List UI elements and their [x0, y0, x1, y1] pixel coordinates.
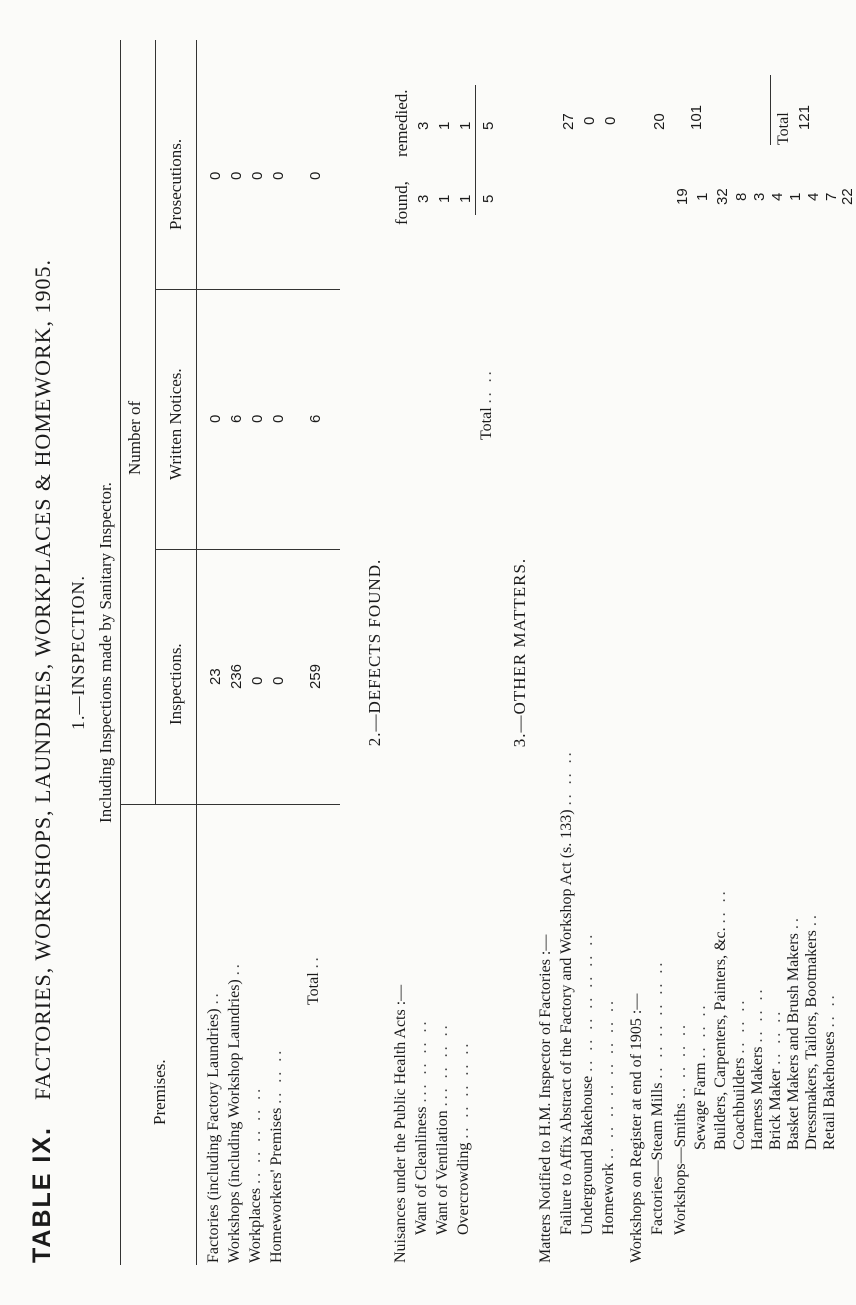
col-inspections: Inspections.: [166, 643, 185, 725]
inspections-value: 0: [249, 676, 266, 685]
inspections-total: 259: [307, 663, 324, 689]
inspections-value: 23: [207, 668, 224, 685]
other-value: 0: [602, 116, 619, 125]
notices-value: 0: [270, 414, 287, 423]
row-label: Coachbuilders: [731, 1057, 748, 1150]
section1-subheading: Including Inspections made by Sanitary Inspector.: [96, 482, 115, 823]
rule: [120, 40, 121, 1265]
inspections-value: 0: [270, 676, 287, 685]
section2-heading: 2.—DEFECTS FOUND.: [365, 558, 384, 747]
workshop-value: 22: [839, 188, 856, 205]
defect-row: Want of Cleanliness ... .. .. ..: [413, 1018, 430, 1235]
row-label: Retail Bakehouses: [821, 1031, 838, 1150]
workshop-value: 1: [787, 192, 804, 201]
table-row-homeworkers: Homeworkers' Premises .. .. ..: [268, 1047, 285, 1263]
row-label: Basket Makers and Brush Makers: [785, 933, 802, 1150]
notices-value: 0: [249, 414, 266, 423]
workshop-row: Workshops—Smiths .. .. .. ..: [672, 1021, 689, 1235]
remedied-value: 1: [457, 121, 474, 130]
col-found: found,: [392, 181, 411, 225]
nuisances-intro: Nuisances under the Public Health Acts :—: [392, 984, 409, 1263]
workshop-row: Sewage Farm .. .. ..: [692, 1002, 709, 1150]
rule: [155, 549, 340, 550]
found-value: 1: [457, 194, 474, 203]
workshop-value: 4: [769, 192, 786, 201]
row-label: Workshops (including Workshop Laundries): [226, 979, 243, 1263]
prosecutions-value: 0: [270, 171, 287, 180]
workshop-value: 32: [714, 188, 731, 205]
rule: [196, 40, 197, 1265]
row-label: Want of Ventilation: [434, 1110, 451, 1235]
row-label: Harness Makers: [749, 1046, 766, 1150]
table-row-workplaces: Workplaces .. .. .. .. ..: [247, 1085, 264, 1263]
row-label: Dressmakers, Tailors, Bootmakers: [803, 930, 820, 1150]
other-row: Homework .. .. .. .. .. .. .. ..: [600, 998, 617, 1235]
defect-row: Overcrowding .. .. .. .. ..: [455, 1040, 472, 1235]
workshop-value: 19: [674, 188, 691, 205]
workshop-value: 1: [694, 192, 711, 201]
title-heading: FACTORIES, WORKSHOPS, LAUNDRIES, WORKPLACES & HOMEWORK, 1905.: [30, 258, 55, 1101]
row-label: Builders, Carpenters, Painters, &c.: [712, 927, 729, 1150]
page-title: [28, 0, 57, 1305]
defect-total: Total .. ..: [478, 368, 495, 440]
row-label: Homeworkers' Premises: [268, 1107, 285, 1263]
found-value: 3: [415, 194, 432, 203]
grand-total-label: Total: [775, 112, 792, 145]
other-value: 0: [581, 116, 598, 125]
found-total: 5: [480, 194, 497, 203]
table-row-total: Total ..: [305, 954, 322, 1005]
notices-value: 0: [207, 414, 224, 423]
remedied-value: 3: [415, 121, 432, 130]
rule: [120, 804, 340, 805]
grand-total-value: 121: [796, 104, 813, 130]
rule: [770, 75, 771, 145]
factories-value: 20: [651, 113, 668, 130]
notices-value: 6: [228, 414, 245, 423]
workshop-row: Dressmakers, Tailors, Bootmakers ..: [803, 912, 820, 1150]
prosecutions-value: 0: [207, 171, 224, 180]
workshop-row: Retail Bakehouses .. ..: [821, 992, 838, 1150]
other-row: Underground Bakehouse .. .. .. .. .. .. ..: [579, 931, 596, 1235]
col-remedied: remedied.: [392, 89, 411, 157]
inspections-value: 236: [228, 663, 245, 689]
row-label: Want of Cleanliness: [413, 1106, 430, 1235]
row-label: Total: [478, 407, 495, 440]
row-label: Workplaces: [247, 1187, 264, 1263]
row-label: Factories (including Factory Laundries): [205, 1008, 222, 1263]
row-label: Underground Bakehouse: [579, 1075, 596, 1235]
other-row: Failure to Affix Abstract of the Factory and Workshop Act (s. 133) .. .. ..: [558, 749, 575, 1235]
prosecutions-total: 0: [307, 171, 324, 180]
row-label: Factories—Steam Mills: [649, 1082, 666, 1235]
workshop-row: Brick Maker .. .. ..: [767, 1008, 784, 1150]
found-value: 1: [436, 194, 453, 203]
workshop-value: 3: [751, 192, 768, 201]
workshop-value: 8: [733, 192, 750, 201]
workshop-row: Builders, Carpenters, Painters, &c. .. ..: [712, 888, 729, 1150]
defect-row: Want of Ventilation ... .. .. ..: [434, 1022, 451, 1235]
prosecutions-value: 0: [228, 171, 245, 180]
register-intro: Workshops on Register at end of 1905 :—: [628, 993, 645, 1263]
factories-row: Factories—Steam Mills .. .. .. .. .. ..: [649, 959, 666, 1235]
row-label: Overcrowding: [455, 1142, 472, 1235]
other-value: 27: [560, 113, 577, 130]
rule: [475, 85, 476, 215]
row-label: Workshops—Smiths: [672, 1102, 689, 1235]
row-label: Failure to Affix Abstract of the Factory and Workshop Act (s. 133): [558, 809, 575, 1235]
col-prosecutions: Prosecutions.: [166, 138, 185, 230]
matters-intro: Matters Notified to H.M. Inspector of Factories :—: [537, 934, 554, 1263]
row-label: Sewage Farm: [692, 1062, 709, 1150]
col-premises: Premises.: [150, 1059, 169, 1125]
prosecutions-value: 0: [249, 171, 266, 180]
section3-heading: 3.—OTHER MATTERS.: [510, 557, 529, 748]
rule: [155, 40, 156, 805]
table-row-workshops: Workshops (including Workshop Laundries) ..: [226, 961, 243, 1263]
workshop-row: Coachbuilders .. .. ..: [731, 997, 748, 1150]
section1-heading: 1.—INSPECTION.: [68, 575, 88, 731]
remedied-value: 1: [436, 121, 453, 130]
col-notices: Written Notices.: [166, 368, 185, 480]
workshop-value: 4: [805, 192, 822, 201]
table-number: TABLE IX.: [28, 1126, 56, 1263]
row-label: Brick Maker: [767, 1068, 784, 1150]
row-label: Homework: [600, 1163, 617, 1235]
table-row-factories: Factories (including Factory Laundries) ..: [205, 990, 222, 1263]
workshop-value: 7: [823, 192, 840, 201]
row-label: Total: [305, 972, 322, 1005]
rule: [155, 289, 340, 290]
notices-total: 6: [307, 414, 324, 423]
workshop-row: Basket Makers and Brush Makers ..: [785, 915, 802, 1150]
workshops-total: 101: [688, 104, 705, 130]
remedied-total: 5: [480, 121, 497, 130]
col-number-of: Number of: [125, 400, 144, 475]
workshop-row: Harness Makers .. .. ..: [749, 986, 766, 1150]
